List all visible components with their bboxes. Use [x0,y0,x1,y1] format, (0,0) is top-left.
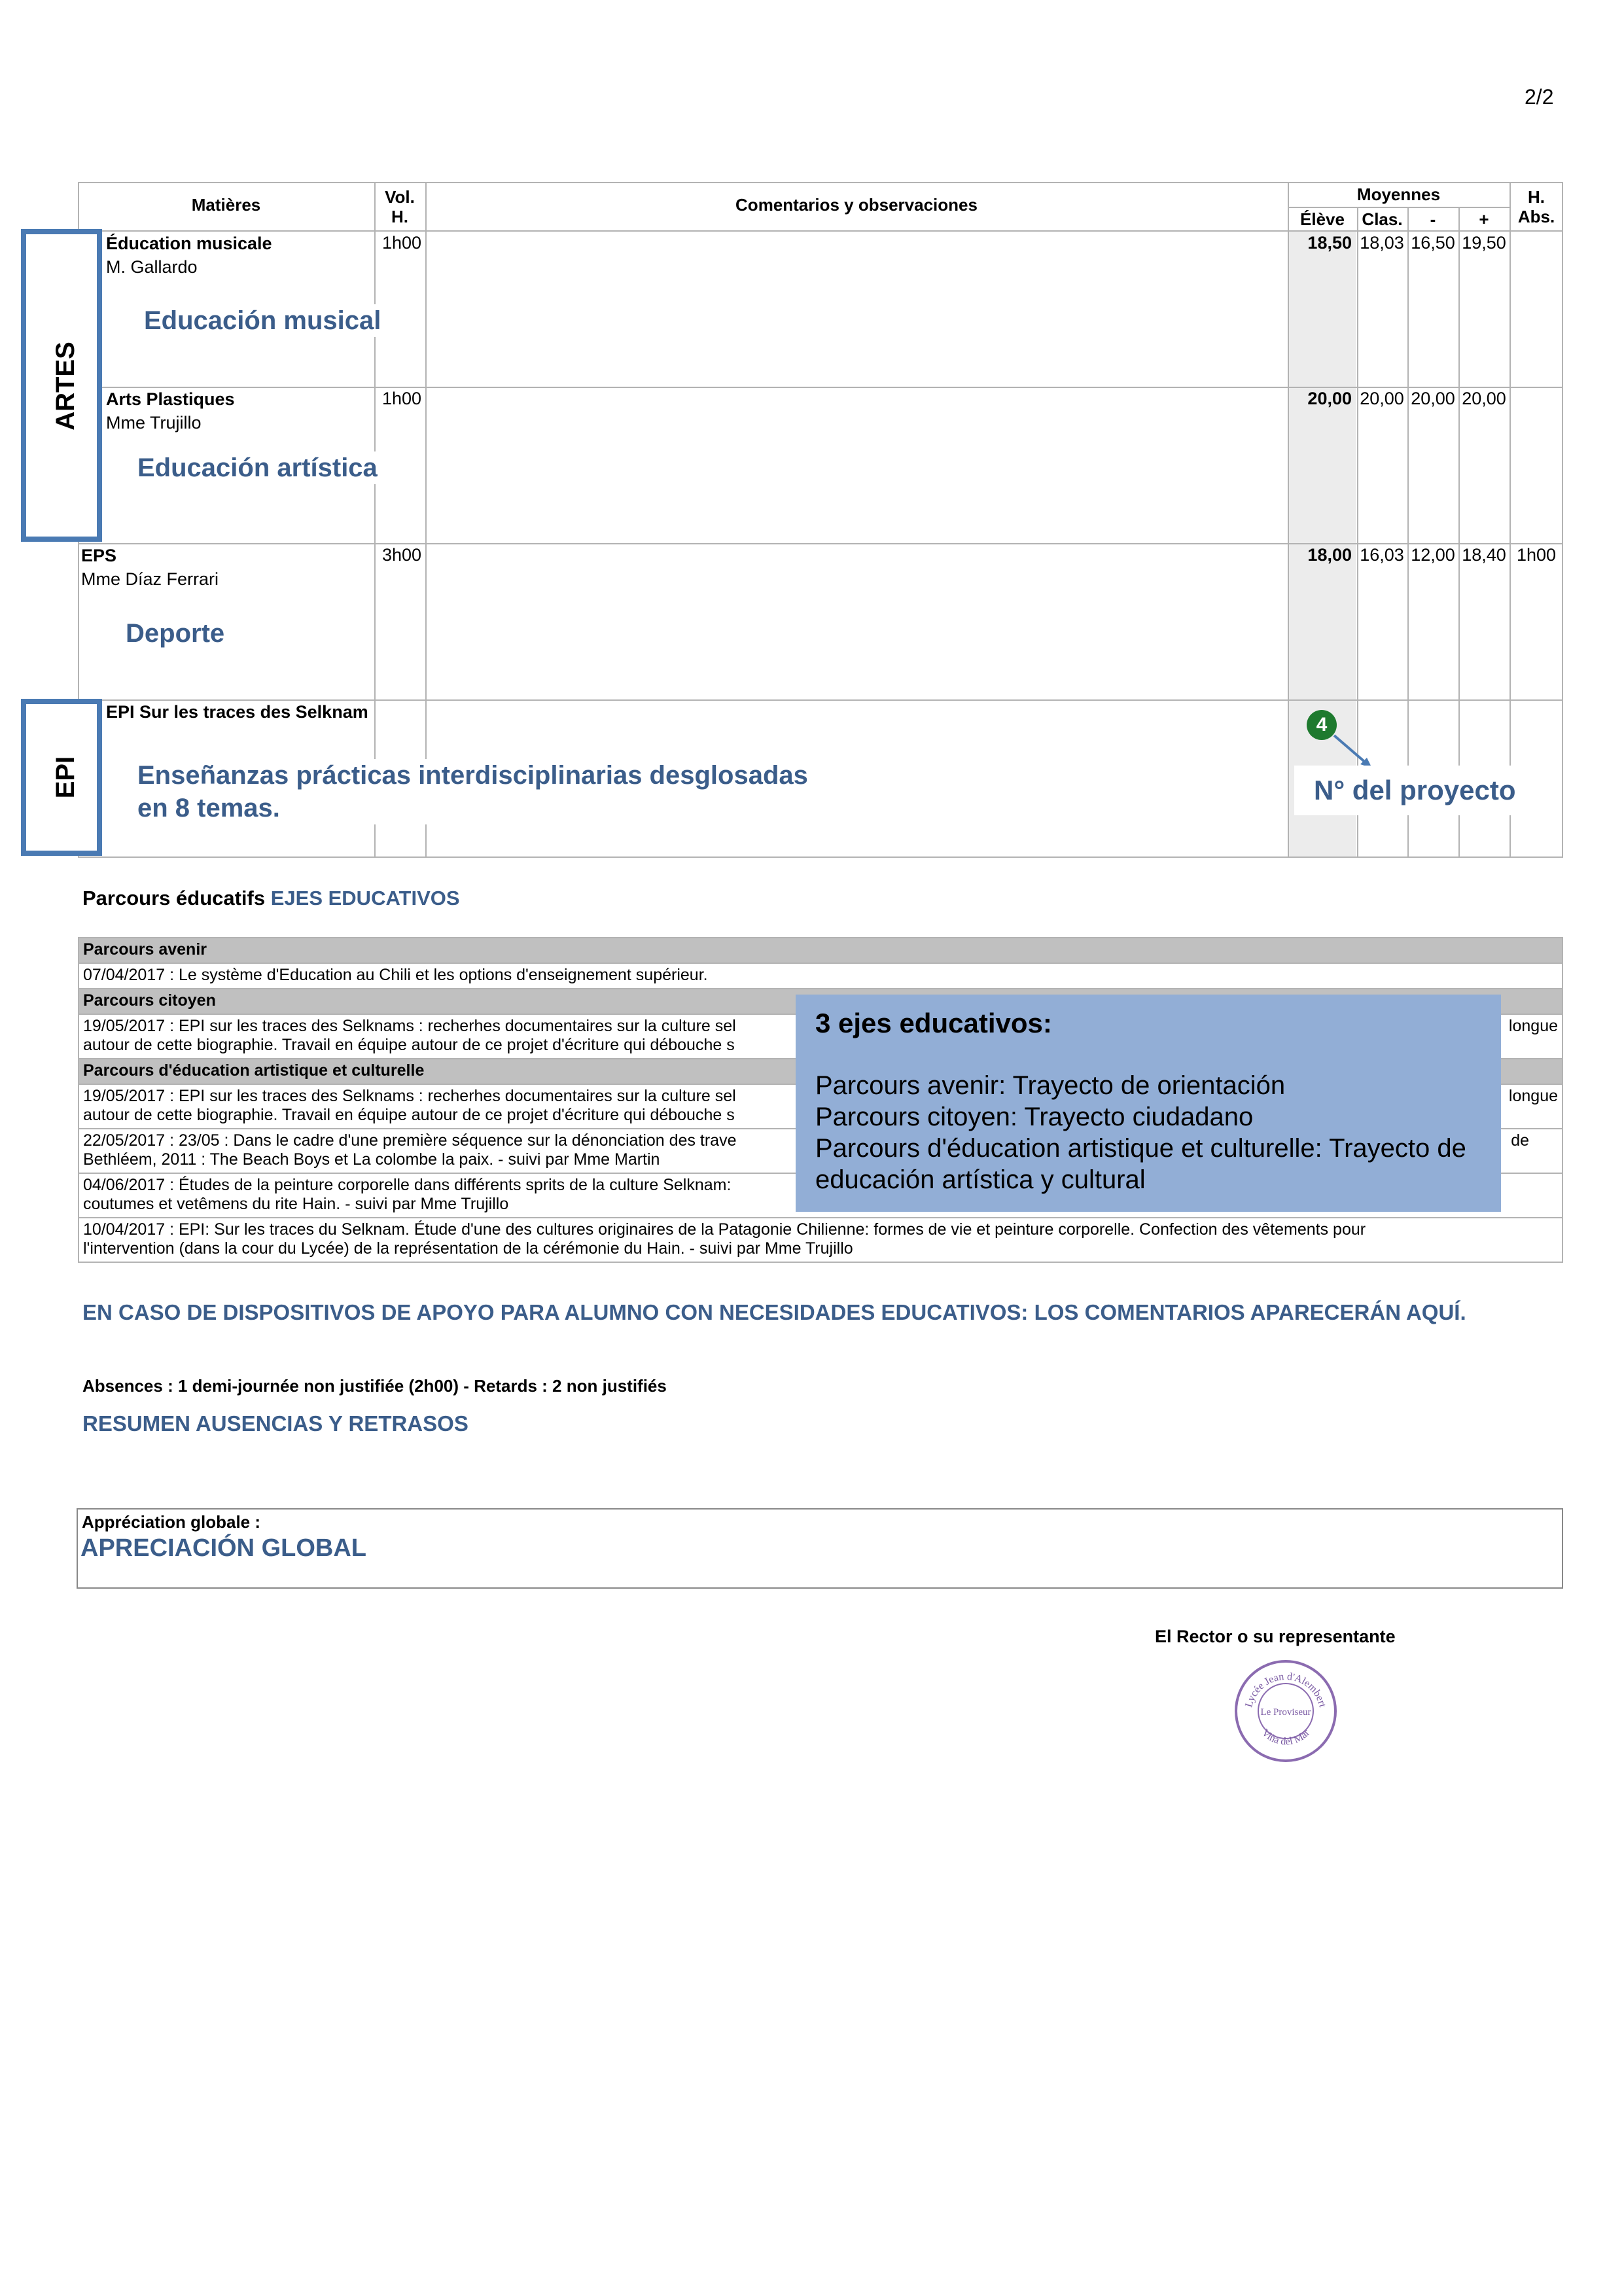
table-row [106,387,235,434]
header-h-abs: H. Abs. [1517,187,1555,226]
overlay-line: Parcours d'éducation artistique et culturelle: Trayecto de educación artística y cultural [815,1134,1466,1194]
signature-label: El Rector o su representante [1155,1627,1396,1646]
subject-translation: Deporte [118,617,232,650]
subject-translation: Enseñanzas prácticas interdisciplinarias desglosadas en 8 temas. [131,759,962,824]
teacher-name: M. Gallardo [106,257,198,277]
grade-eleve: 20,00 [1307,389,1352,408]
grade-min: 16,50 [1411,233,1455,253]
teacher-name: Mme Trujillo [106,413,202,433]
global-label: Appréciation globale : [82,1512,261,1532]
table-row [81,544,219,591]
list-item: 07/04/2017 : Le système d'Education au Chili et les options d'enseignement supérieur. [79,964,1562,989]
abs-hours: 1h00 [1516,545,1557,565]
subject-name: Éducation musicale [106,234,272,253]
grade-clas: 16,03 [1360,545,1404,565]
header-clas: Clas. [1362,209,1403,229]
subject-translation: Educación artística [131,451,384,484]
grade-clas: 20,00 [1360,389,1404,408]
absences-summary: Absences : 1 demi-journée non justifiée (2h00) - Retards : 2 non justifiés [82,1376,667,1396]
parcours-header: Parcours d'éducation artistique et culturelle [79,1059,1562,1085]
global-note: APRECIACIÓN GLOBAL [80,1534,366,1562]
vol-hours: 3h00 [382,545,422,565]
epi-label: EPI [51,756,80,799]
header-matieres: Matières [191,195,261,215]
ejes-educativos-overlay [796,995,1501,1212]
header-max: + [1479,209,1489,229]
vol-hours: 1h00 [382,233,422,253]
list-item: 19/05/2017 : EPI sur les traces des Selknams : recherhes documentaires sur la culture sel autour de cette biographie. Travail en équipe autour de ce projet d'écriture qui débouche s longue [79,1085,1562,1129]
table-row [106,700,368,724]
table-row [106,232,272,279]
support-note: EN CASO DE DISPOSITIVOS DE APOYO PARA ALUMNO CON NECESIDADES EDUCATIVOS: LOS COMENTARIOS APARECERÁN AQUÍ. [82,1300,1466,1324]
teacher-name: Mme Díaz Ferrari [81,569,219,589]
parcours-title-note: EJES EDUCATIVOS [270,887,460,910]
grade-max: 19,50 [1462,233,1506,253]
artes-label: ARTES [51,342,80,431]
subject-name: Arts Plastiques [106,389,235,409]
grade-max: 18,40 [1462,545,1506,565]
list-item: 19/05/2017 : EPI sur les traces des Selknams : recherhes documentaires sur la culture sel autour de cette biographie. Travail en équipe autour de ce projet d'écriture qui débouche s longue [79,1015,1562,1059]
header-min: - [1430,209,1436,229]
list-item: 04/06/2017 : Études de la peinture corporelle dans différents sprits de la culture Selknam: coutumes et vetêmens du rite Hain. - suivi par Mme Trujillo [79,1174,1562,1218]
parcours-header: Parcours citoyen [79,989,1562,1015]
parcours-title: Parcours éducatifs EJES EDUCATIVOS [82,887,460,910]
absences-note: RESUMEN AUSENCIAS Y RETRASOS [82,1411,468,1436]
overlay-line: Parcours citoyen: Trayecto ciudadano [815,1103,1254,1131]
page-number: 2/2 [1525,85,1554,109]
grade-clas: 18,03 [1360,233,1404,253]
school-stamp [1230,1659,1341,1763]
subject-translation: Educación musical [137,304,387,337]
vol-hours: 1h00 [382,389,422,408]
list-item: 22/05/2017 : 23/05 : Dans le cadre d'une première séquence sur la dénonciation des trave Bethléem, 2011 : The Beach Boys et La colombe la paix. - suivi par Mme Martin de [79,1129,1562,1174]
parcours-header: Parcours avenir [79,938,1562,964]
header-vol: Vol. H. [385,187,415,226]
grade-eleve: 18,50 [1307,233,1352,253]
overlay-line: Parcours avenir: Trayecto de orientación [815,1071,1286,1100]
header-moyennes: Moyennes [1356,185,1441,204]
grade-min: 12,00 [1411,545,1455,565]
list-item: 10/04/2017 : EPI: Sur les traces du Selknam. Étude d'une des cultures originaires de la Patagonie Chilienne: formes de vie et peinture corporelle. Confection des vêtements pour l'intervention (dans la cour du Lycée) de la représentation de la cérémonie du Hain. - suivi par Mme Trujillo [83,1220,1366,1258]
project-number-label: N° del proyecto [1294,766,1536,815]
header-comments: Comentarios y observaciones [735,195,978,215]
grade-eleve: 18,00 [1307,545,1352,565]
svg-text:Viña del Mar: Viña del Mar [1259,1727,1313,1748]
svg-text:Lycée Jean d'Alembert: Lycée Jean d'Alembert [1243,1670,1328,1709]
subject-name: EPS [81,546,117,565]
svg-text:Le Proviseur: Le Proviseur [1260,1707,1311,1718]
grade-max: 20,00 [1462,389,1506,408]
global-appreciation-box [77,1508,1563,1589]
subject-name: EPI Sur les traces des Selknam [106,702,368,722]
header-eleve: Élève [1300,209,1345,229]
overlay-title: 3 ejes educativos: [815,1008,1052,1038]
project-number-badge: 4 [1307,710,1337,740]
grade-min: 20,00 [1411,389,1455,408]
